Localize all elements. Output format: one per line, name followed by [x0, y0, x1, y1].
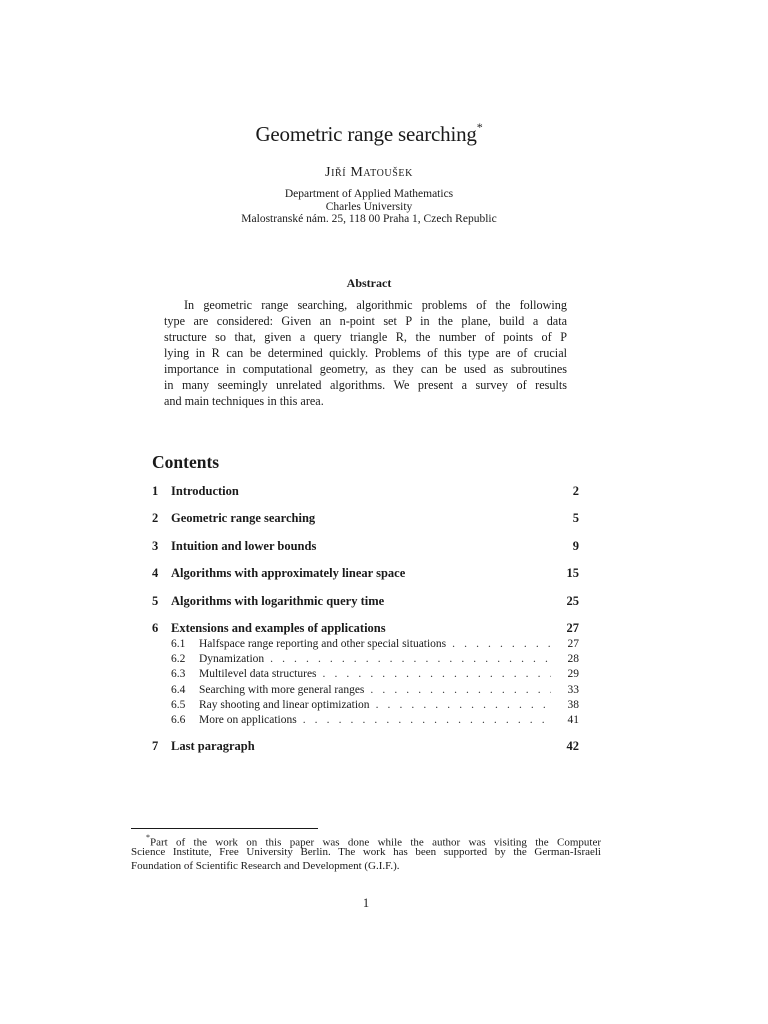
toc-subsection-page: 41: [567, 714, 579, 726]
toc-section-number: 1: [152, 484, 159, 498]
toc-section[interactable]: [152, 739, 579, 754]
toc-subsection-page: 33: [567, 684, 579, 696]
toc-section-title: Intuition and lower bounds: [171, 539, 317, 553]
toc-section-number: 5: [152, 594, 159, 608]
toc-section[interactable]: [152, 484, 579, 499]
toc-subsection-title: Searching with more general ranges: [199, 684, 365, 696]
toc-subsection-title: Multilevel data structures: [199, 668, 317, 680]
toc-subsection-number: 6.2: [171, 653, 186, 665]
author-name: Jiří Matoušek: [325, 165, 413, 180]
toc-subsection-page: 38: [567, 699, 579, 711]
toc-section-number: 4: [152, 566, 159, 580]
toc-section-number: 2: [152, 511, 159, 525]
toc-section[interactable]: [152, 511, 579, 526]
abstract-heading: Abstract: [346, 276, 392, 290]
toc-section-page: 25: [566, 594, 579, 608]
toc-section-page: 9: [572, 539, 579, 553]
toc-subsection-page: 29: [567, 668, 579, 680]
toc-leader-dots: [452, 637, 551, 651]
toc-section-page: 15: [566, 566, 579, 580]
page-number: 1: [362, 896, 370, 910]
toc-subsection-number: 6.1: [171, 638, 186, 650]
abstract-line: In geometric range searching, algorithmic problems of the following: [184, 298, 567, 312]
toc-subsection-title: Halfspace range reporting and other special situations: [199, 638, 447, 650]
toc-leader-dots: [370, 683, 551, 697]
abstract-line: structure so that, given a query triangle R, the number of points of P: [164, 330, 567, 344]
toc-section-page: 2: [572, 484, 579, 498]
toc-section-title: Introduction: [171, 484, 239, 498]
toc-section-title: Extensions and examples of applications: [171, 621, 386, 635]
footnote-rule: [131, 828, 318, 829]
toc-section-number: 3: [152, 539, 159, 553]
toc-section-title: Algorithms with approximately linear space: [171, 566, 406, 580]
toc-subsection[interactable]: [171, 637, 579, 651]
toc-section-page: 42: [566, 739, 579, 753]
toc-subsection[interactable]: [171, 713, 579, 727]
affiliation-department: Department of Applied Mathematics: [284, 188, 454, 200]
toc-section-title: Last paragraph: [171, 739, 255, 753]
toc-subsection-page: 27: [567, 638, 579, 650]
footnote-mark: *: [146, 833, 150, 842]
toc-subsection[interactable]: [171, 683, 579, 697]
toc-subsection-title: Ray shooting and linear optimization: [199, 699, 370, 711]
abstract-line: type are considered: Given an n-point set P in the plane, build a data: [164, 314, 567, 328]
toc-subsection-page: 28: [567, 653, 579, 665]
toc-subsection-title: More on applications: [199, 714, 297, 726]
abstract-line: importance in computational geometry, as they can be used as subroutines: [164, 362, 567, 376]
contents-heading: Contents: [152, 452, 220, 472]
abstract-line: in many seemingly unrelated algorithms. We present a survey of results: [164, 378, 567, 392]
paper-title: Geometric range searching*: [255, 120, 483, 146]
toc-leader-dots: [323, 667, 551, 681]
toc-section[interactable]: [152, 621, 579, 636]
toc-subsection[interactable]: [171, 652, 579, 666]
toc-subsection-number: 6.6: [171, 714, 186, 726]
abstract-line: lying in R can be determined quickly. Problems of this type are of crucial: [164, 346, 567, 360]
toc-section[interactable]: [152, 594, 579, 609]
affiliation-address: Malostranské nám. 25, 118 00 Praha 1, Czech Republic: [241, 213, 497, 225]
toc-subsection-number: 6.5: [171, 699, 186, 711]
toc-section[interactable]: [152, 539, 579, 554]
toc-leader-dots: [270, 652, 551, 666]
toc-section-number: 7: [152, 739, 159, 753]
toc-section-title: Geometric range searching: [171, 511, 316, 525]
footnote-line: Science Institute, Free University Berlin. The work has been supported by the German-Israeli: [131, 846, 601, 858]
toc-leader-dots: [303, 713, 551, 727]
toc-subsection-number: 6.4: [171, 684, 186, 696]
toc-section-number: 6: [152, 621, 159, 635]
toc-subsection[interactable]: [171, 667, 579, 681]
toc-subsection-title: Dynamization: [199, 653, 265, 665]
footnote-line: Foundation of Scientific Research and Development (G.I.F.).: [131, 860, 400, 872]
toc-subsection[interactable]: [171, 698, 579, 712]
toc-section-page: 5: [572, 511, 579, 525]
abstract-line: and main techniques in this area.: [164, 394, 324, 408]
footnote-line: *Part of the work on this paper was done while the author was visiting the Computer: [146, 833, 601, 849]
toc-section[interactable]: [152, 566, 579, 581]
toc-section-page: 27: [566, 621, 579, 635]
toc-leader-dots: [376, 698, 551, 712]
title-footnote-mark: *: [476, 120, 483, 134]
affiliation-university: Charles University: [325, 201, 413, 213]
toc-section-title: Algorithms with logarithmic query time: [171, 594, 385, 608]
toc-subsection-number: 6.3: [171, 668, 186, 680]
